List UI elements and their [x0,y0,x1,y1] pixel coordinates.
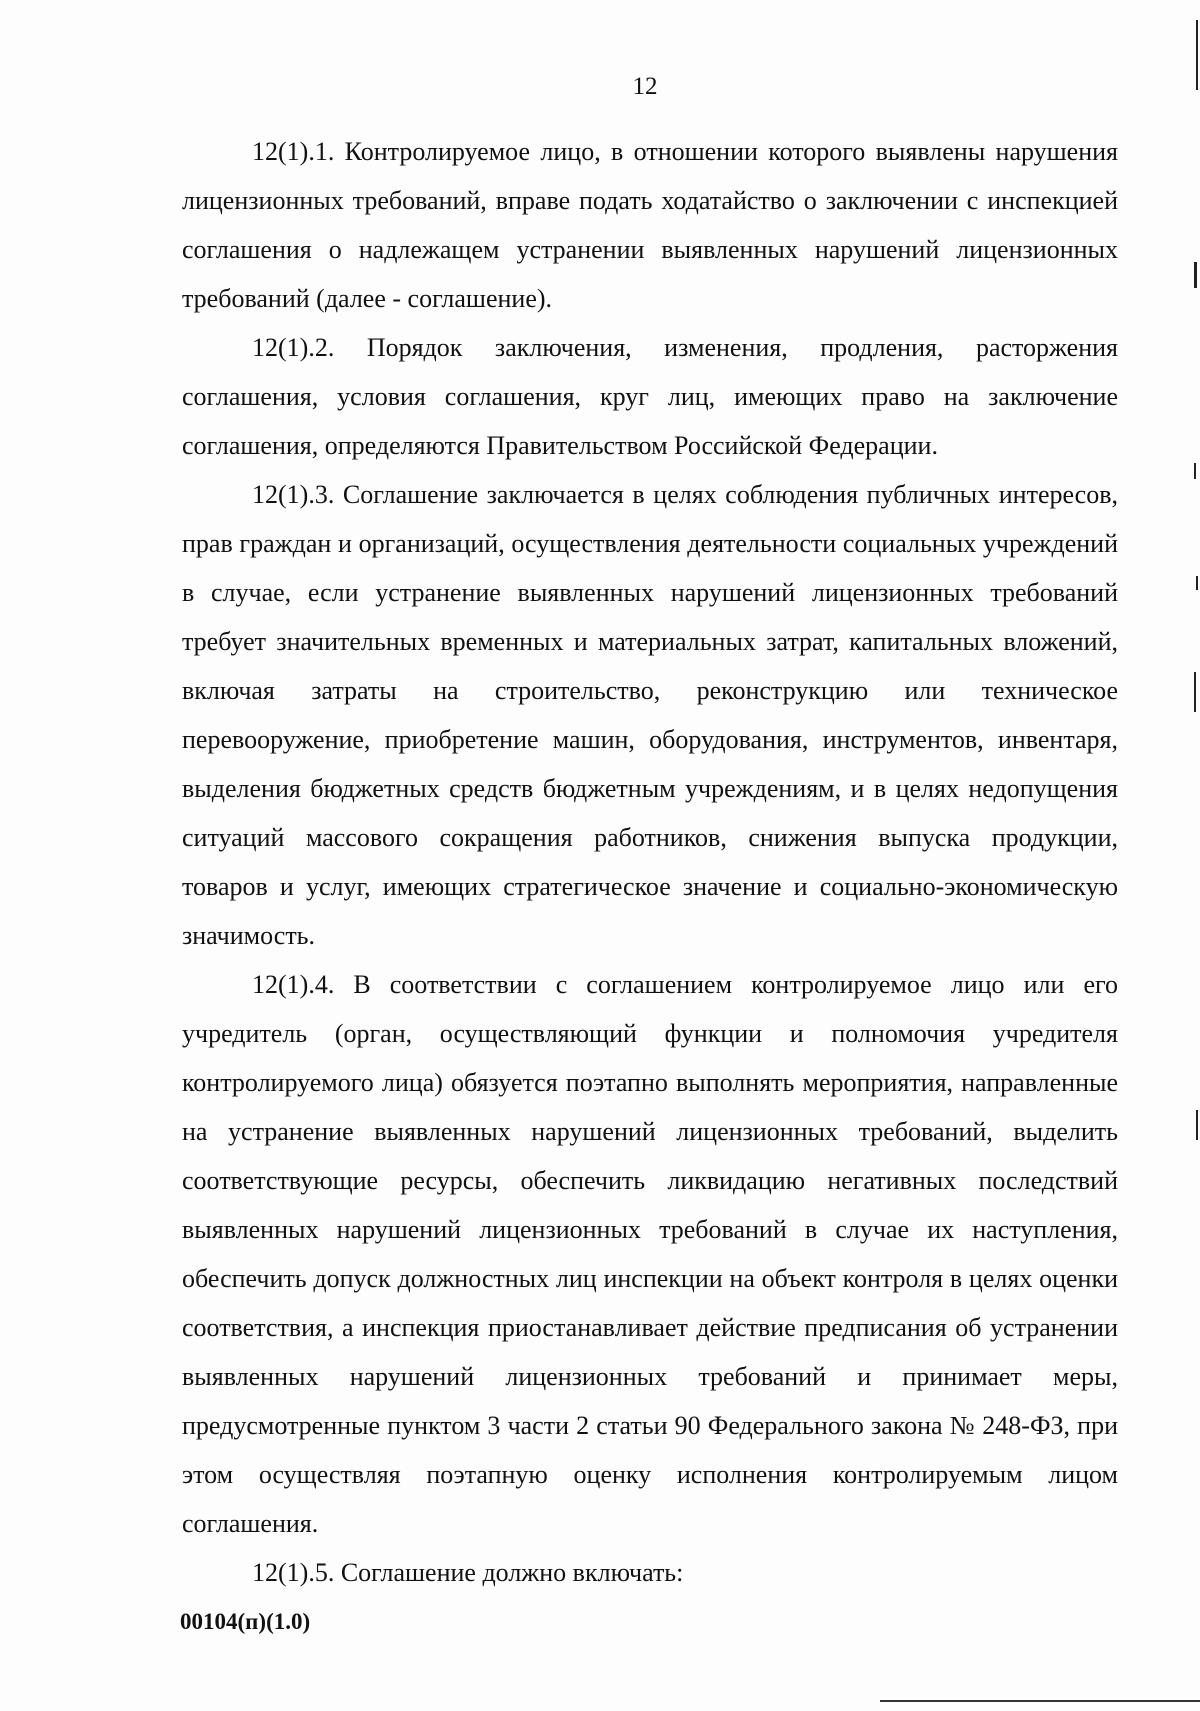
paragraph-12-1-5: 12(1).5. Соглашение должно включать: [252,1558,684,1587]
paragraph-12-1-4: 12(1).4. В соответствии с соглашением контролируемое лицо или его учредитель (орган, осуществляющий функции и полномочия учредителя контролируемого лица) обязуется поэтапно выполнять мероприятия, направленные на устранение выявленных нарушений лицензионных требований, выделить соответствующие ресурсы, обеспечить ликвидацию негативных последствий выявленных нарушений лицензионных требований в случае их наступления, обеспечить допуск должностных лиц инспекции на объект контроля в целях оценки соответствия, а инспекция приостанавливает действие предписания об устранении выявленных нарушений лицензионных требований и принимает меры, предусмотренные пунктом 3 части 2 статьи 90 Федерального закона № 248-ФЗ, при этом осуществляя поэтапную оценку исполнения контролируемым лицом соглашения. [182,970,1118,1538]
paragraph-12-1-1: 12(1).1. Контролируемое лицо, в отношении которого выявлены нарушения лицензионных требований, вправе подать ходатайство о заключении с инспекцией соглашения о надлежащем устранении выявленных нарушений лицензионных требований (далее - соглашение). [182,137,1118,313]
document-code: 00104(п)(1.0) [180,1609,311,1634]
paragraph-12-1-2: 12(1).2. Порядок заключения, изменения, продления, расторжения соглашения, условия соглашения, круг лиц, имеющих право на заключение соглашения, определяются Правительством Российской Федерации. [182,333,1118,460]
paragraph-12-1-3: 12(1).3. Соглашение заключается в целях соблюдения публичных интересов, прав граждан и организаций, осуществления деятельности социальных учреждений в случае, если устранение выявленных нарушений лицензионных требований требует значительных временных и материальных затрат, капитальных вложений, включая затраты на строительство, реконструкцию или техническое перевооружение, приобретение машин, оборудования, инструментов, инвентаря, выделения бюджетных средств бюджетным учреждениям, и в целях недопущения ситуаций массового сокращения работников, снижения выпуска продукции, товаров и услуг, имеющих стратегическое значение и социально-экономическую значимость. [182,480,1118,950]
document-body [182,127,1118,1597]
scan-artifact [1196,20,1198,90]
scan-artifact-rule [880,1700,1200,1702]
scan-artifact [1194,262,1197,288]
scan-artifact [1196,576,1198,590]
page-number: 12 [632,73,658,100]
scan-artifact [1194,672,1196,712]
scan-artifact [1196,1110,1198,1140]
scan-artifact [1194,463,1196,479]
